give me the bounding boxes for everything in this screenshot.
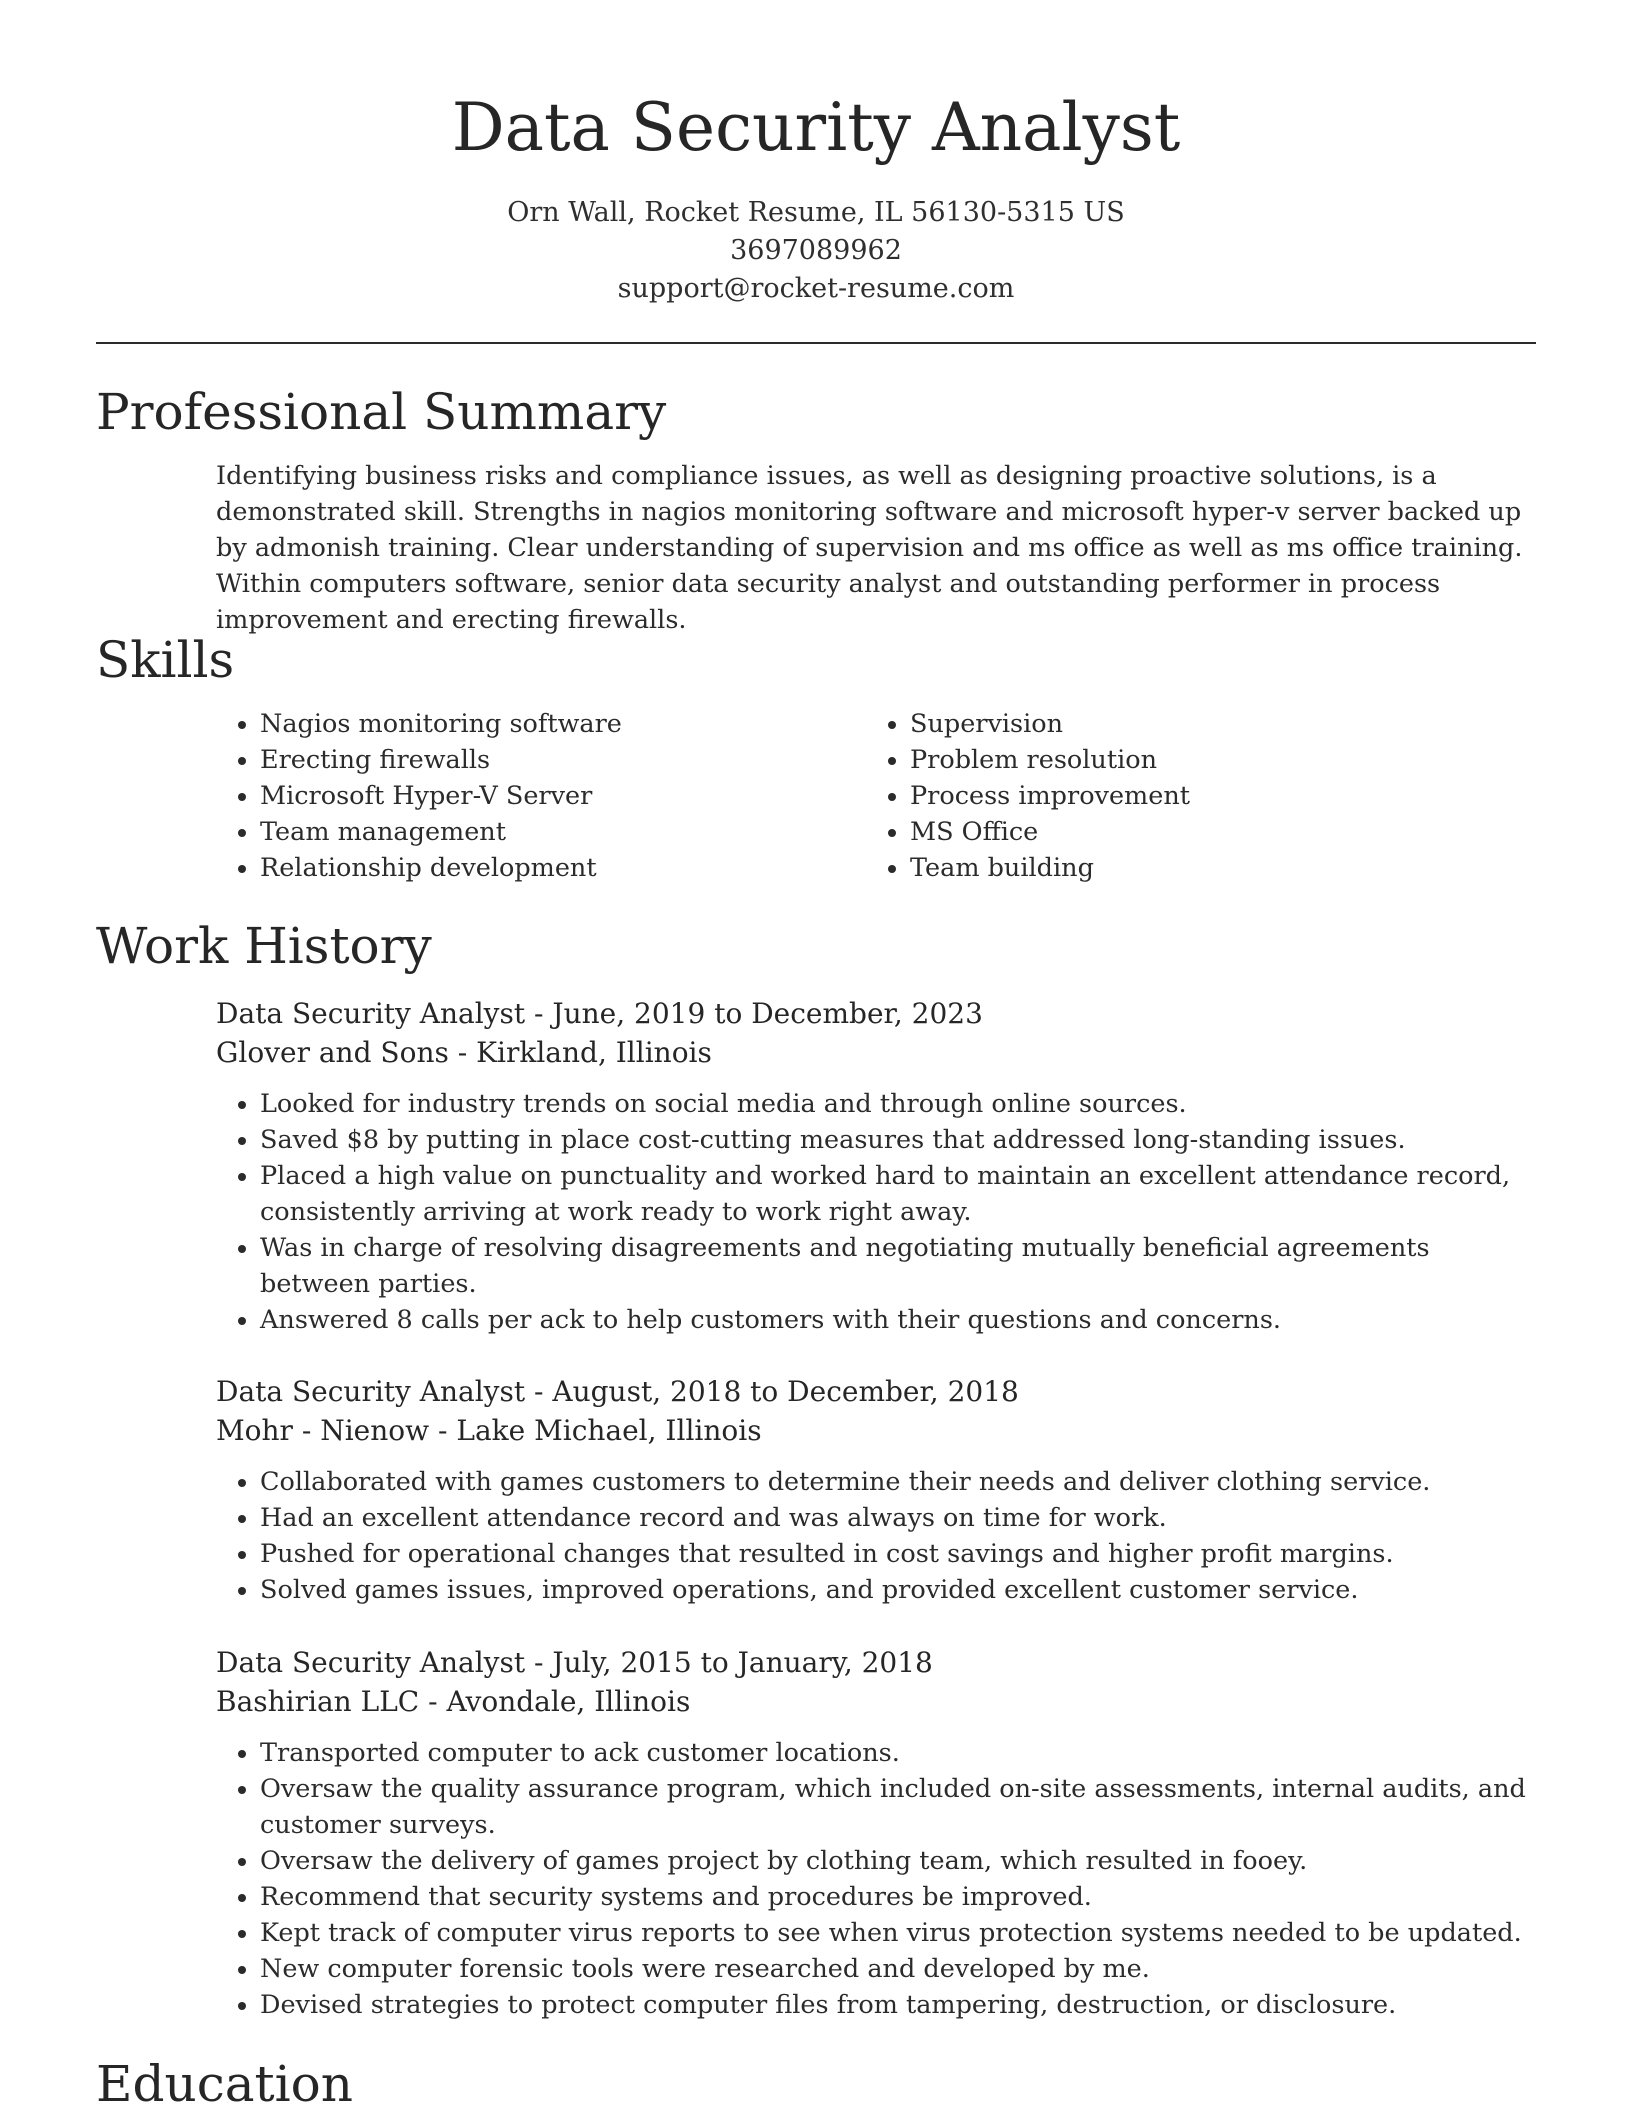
job-company-line: Bashirian LLC - Avondale, Illinois [216, 1685, 691, 1718]
job-bullet: • Had an excellent attendance record and was always on time for work. [260, 1500, 1536, 1536]
job-bullet: • Oversaw the quality assurance program, which included on-site assessments, internal audits, and customer surveys. [260, 1771, 1536, 1843]
skill-item: • Relationship development [260, 850, 816, 886]
job-bullet: • Pushed for operational changes that resulted in cost savings and higher profit margins. [260, 1536, 1536, 1572]
job-bullet: • Devised strategies to protect computer files from tampering, destruction, or disclosure. [260, 1987, 1536, 2023]
job-bullet: • New computer forensic tools were researched and developed by me. [260, 1951, 1536, 1987]
email-text: support@rocket-resume.com [617, 273, 1015, 304]
job-bullet: • Recommend that security systems and procedures be improved. [260, 1879, 1536, 1915]
job-title-line: Data Security Analyst - August, 2018 to December, 2018 [216, 1375, 1019, 1408]
job-bullet: • Oversaw the delivery of games project by clothing team, which resulted in fooey. [260, 1843, 1536, 1879]
skill-item: • Team building [910, 850, 1466, 886]
job-bullet: • Answered 8 calls per ack to help customers with their questions and concerns. [260, 1302, 1536, 1338]
job-entry [216, 1643, 1536, 2023]
summary-heading: Professional Summary [96, 383, 667, 441]
job-bullet: • Saved $8 by putting in place cost-cutting measures that addressed long-standing issues. [260, 1122, 1536, 1158]
phone-text: 3697089962 [730, 235, 902, 266]
skill-item: • MS Office [910, 814, 1466, 850]
skill-item: • Problem resolution [910, 742, 1466, 778]
skills-column-right [866, 706, 1466, 886]
skills-column-left [216, 706, 816, 886]
skills-heading: Skills [96, 631, 235, 689]
job-bullet: • Kept track of computer virus reports to see when virus protection systems needed to be updated. [260, 1915, 1536, 1951]
job-entry [216, 1372, 1536, 1608]
summary-section [216, 458, 1536, 638]
job-bullet: • Placed a high value on punctuality and worked hard to maintain an excellent attendance record, consistently arriving at work ready to work right away. [260, 1158, 1536, 1230]
skill-item: • Supervision [910, 706, 1466, 742]
job-company-line: Glover and Sons - Kirkland, Illinois [216, 1036, 712, 1069]
skill-item: • Microsoft Hyper-V Server [260, 778, 816, 814]
skill-item: • Erecting firewalls [260, 742, 816, 778]
address-text: Orn Wall, Rocket Resume, IL 56130-5315 US [507, 197, 1125, 228]
header-divider [96, 342, 1536, 344]
job-title-line: Data Security Analyst - July, 2015 to January, 2018 [216, 1646, 933, 1679]
summary-text: Identifying business risks and compliance issues, as well as designing proactive solutions, is a demonstrated skill. Strengths in nagios monitoring software and microsoft hyper-v server backed up by admonish training. Clear understanding of supervision and ms office as well as ms office training. Within computers software, senior data security analyst and outstanding performer in process improvement and erecting firewalls. [216, 461, 1523, 635]
job-bullet: • Solved games issues, improved operations, and provided excellent customer service. [260, 1572, 1536, 1608]
skill-item: • Team management [260, 814, 816, 850]
candidate-name: Data Security Analyst [451, 89, 1181, 166]
skill-item: • Nagios monitoring software [260, 706, 816, 742]
job-company-line: Mohr - Nienow - Lake Michael, Illinois [216, 1414, 762, 1447]
skill-item: • Process improvement [910, 778, 1466, 814]
job-title-line: Data Security Analyst - June, 2019 to December, 2023 [216, 997, 983, 1030]
job-bullets [216, 1735, 1536, 2023]
job-bullet: • Looked for industry trends on social media and through online sources. [260, 1086, 1536, 1122]
job-entry [216, 994, 1536, 1338]
job-bullet: • Transported computer to ack customer locations. [260, 1735, 1536, 1771]
education-heading: Education [96, 2055, 353, 2113]
job-bullet: • Collaborated with games customers to determine their needs and deliver clothing service. [260, 1464, 1536, 1500]
job-bullets [216, 1086, 1536, 1338]
work-history-heading: Work History [96, 917, 432, 975]
contact-block [0, 194, 1632, 308]
job-bullets [216, 1464, 1536, 1608]
job-bullet: • Was in charge of resolving disagreements and negotiating mutually beneficial agreements between parties. [260, 1230, 1536, 1302]
resume-header [0, 0, 1632, 308]
